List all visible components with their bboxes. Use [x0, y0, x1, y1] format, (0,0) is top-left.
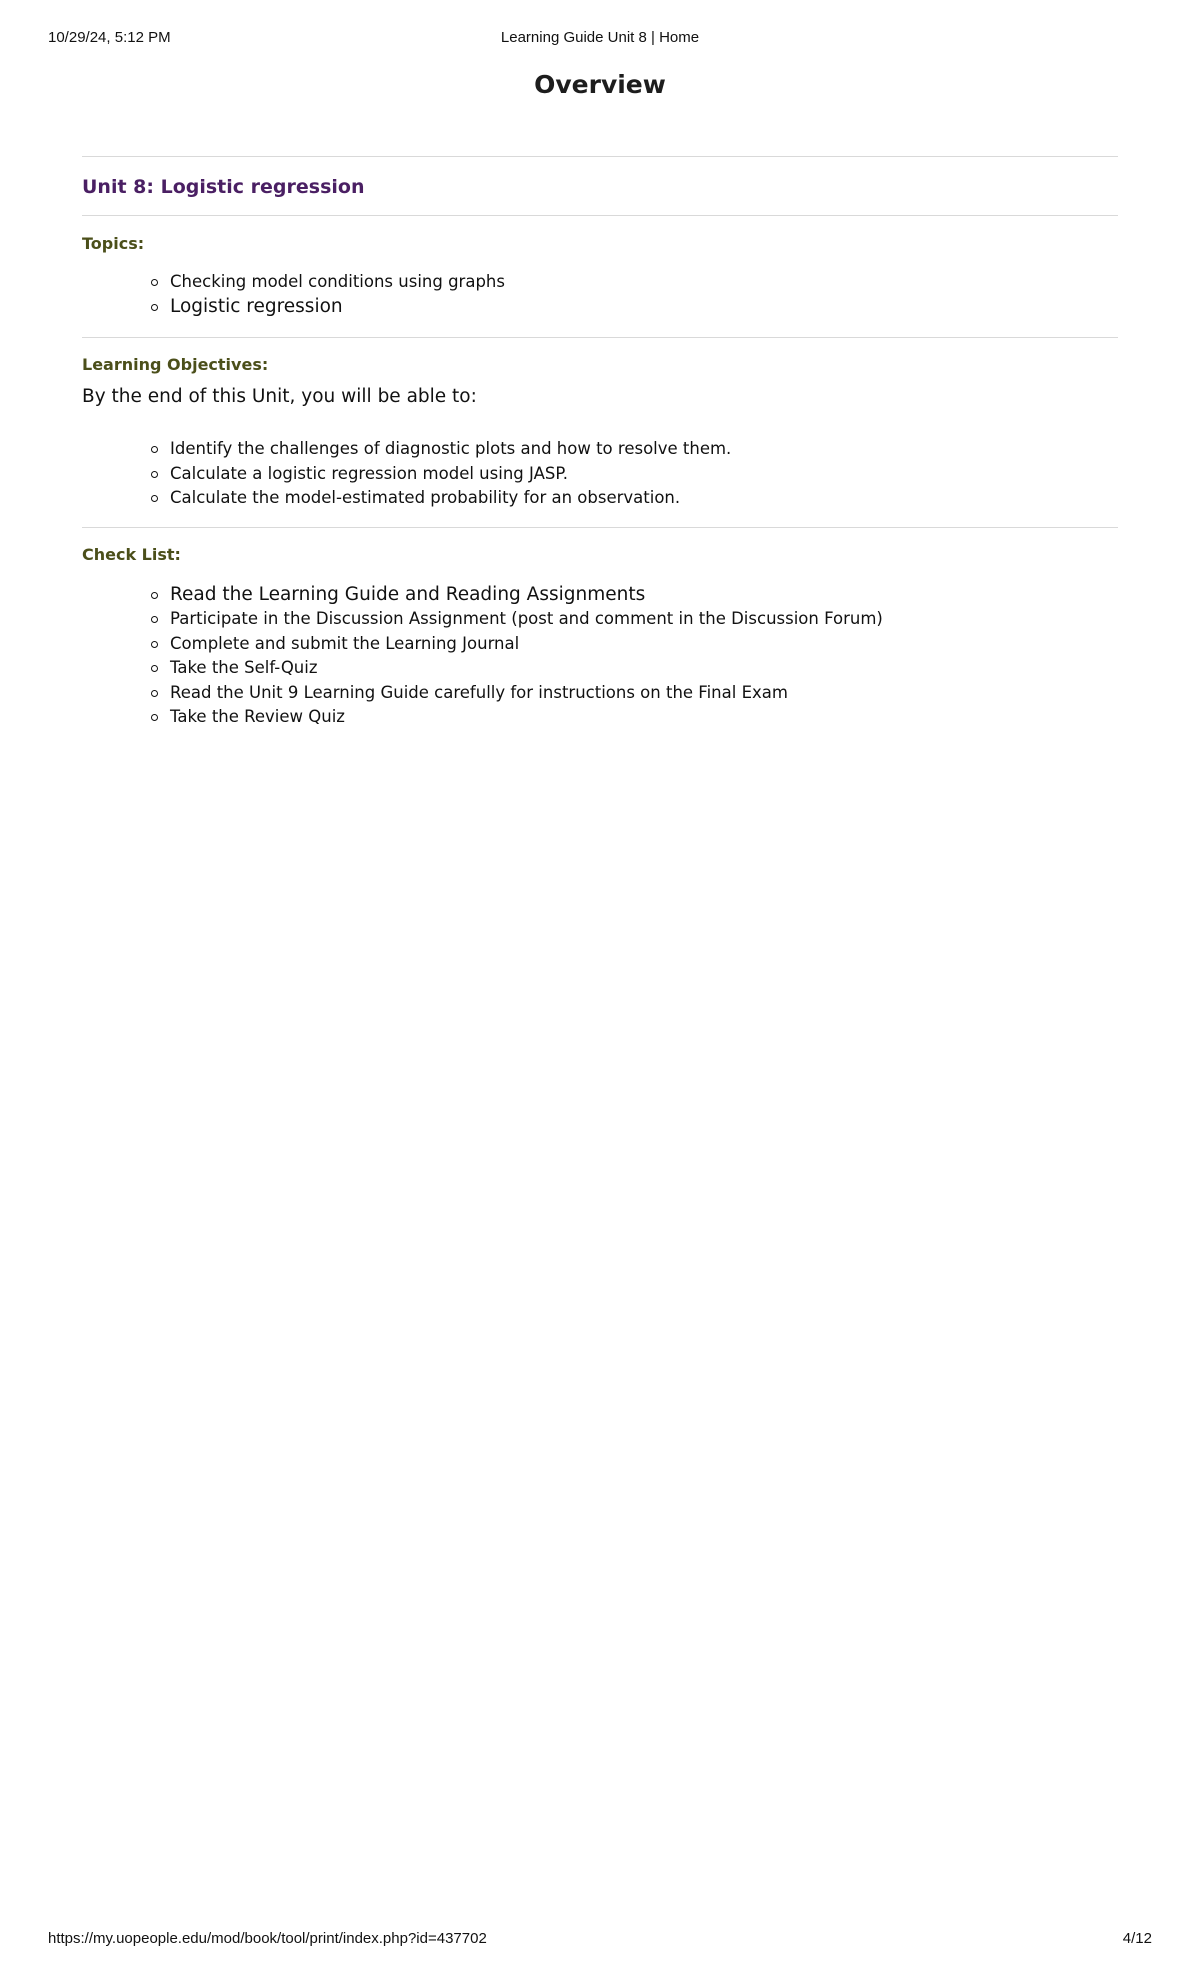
- list-item-text: Identify the challenges of diagnostic plots and how to resolve them.: [170, 439, 732, 458]
- list-item: [170, 270, 1118, 295]
- objectives-label: Learning Objectives:: [82, 355, 269, 374]
- print-header: [48, 29, 1152, 49]
- print-datetime: 10/29/24, 5:12 PM: [48, 29, 171, 46]
- checklist-label: Check List:: [82, 544, 181, 564]
- list-item-text: Participate in the Discussion Assignment (post and comment in the Discussion Forum): [170, 609, 883, 628]
- list-item-text: Calculate a logistic regression model using JASP.: [170, 463, 568, 483]
- list-item: [170, 681, 1118, 706]
- circle-bullet-icon: [151, 690, 158, 697]
- list-item-text: Calculate the model-estimated probability for an observation.: [170, 488, 681, 507]
- circle-bullet-icon: [151, 665, 158, 672]
- circle-bullet-icon: [151, 714, 158, 721]
- print-footer: [48, 1930, 1152, 1950]
- page-title: Overview: [534, 70, 666, 99]
- list-item: [170, 607, 1118, 632]
- circle-bullet-icon: [151, 616, 158, 623]
- list-item: [170, 462, 1118, 487]
- circle-bullet-icon: [151, 471, 158, 478]
- circle-bullet-icon: [151, 641, 158, 648]
- list-item: [170, 486, 1118, 511]
- objectives-section: [82, 338, 1118, 527]
- list-item: [170, 705, 1118, 730]
- list-item-text: Complete and submit the Learning Journal: [170, 633, 520, 653]
- list-item-text: Checking model conditions using graphs: [170, 272, 505, 291]
- circle-bullet-icon: [151, 446, 158, 453]
- topics-label: Topics:: [82, 234, 145, 253]
- print-document-title: Learning Guide Unit 8 | Home: [500, 29, 700, 46]
- circle-bullet-icon: [151, 279, 158, 286]
- unit-heading: Unit 8: Logistic regression: [82, 176, 365, 198]
- list-item: [170, 632, 1118, 657]
- circle-bullet-icon: [151, 304, 158, 311]
- book-content: [82, 156, 1118, 730]
- checklist-section: [82, 528, 1118, 730]
- topics-list: [82, 254, 1118, 337]
- list-item-text: Read the Unit 9 Learning Guide carefully for instructions on the Final Exam: [170, 682, 788, 702]
- list-item-text: Take the Review Quiz: [170, 707, 345, 726]
- list-item: [170, 295, 1118, 320]
- circle-bullet-icon: [151, 495, 158, 502]
- list-item-text: Take the Self-Quiz: [170, 658, 318, 677]
- list-item: [170, 583, 1118, 608]
- topics-section: [82, 216, 1118, 337]
- list-item: [170, 437, 1118, 462]
- objectives-list: [82, 409, 1118, 527]
- list-item: [170, 656, 1118, 681]
- checklist-list: [82, 565, 1118, 730]
- print-url: https://my.uopeople.edu/mod/book/tool/print/index.php?id=437702: [48, 1930, 487, 1947]
- circle-bullet-icon: [151, 592, 158, 599]
- list-item-text: Logistic regression: [170, 295, 343, 317]
- list-item-text: Read the Learning Guide and Reading Assignments: [170, 583, 646, 605]
- page-number: 4/12: [1122, 1930, 1152, 1947]
- objectives-intro: By the end of this Unit, you will be able to:: [82, 386, 477, 407]
